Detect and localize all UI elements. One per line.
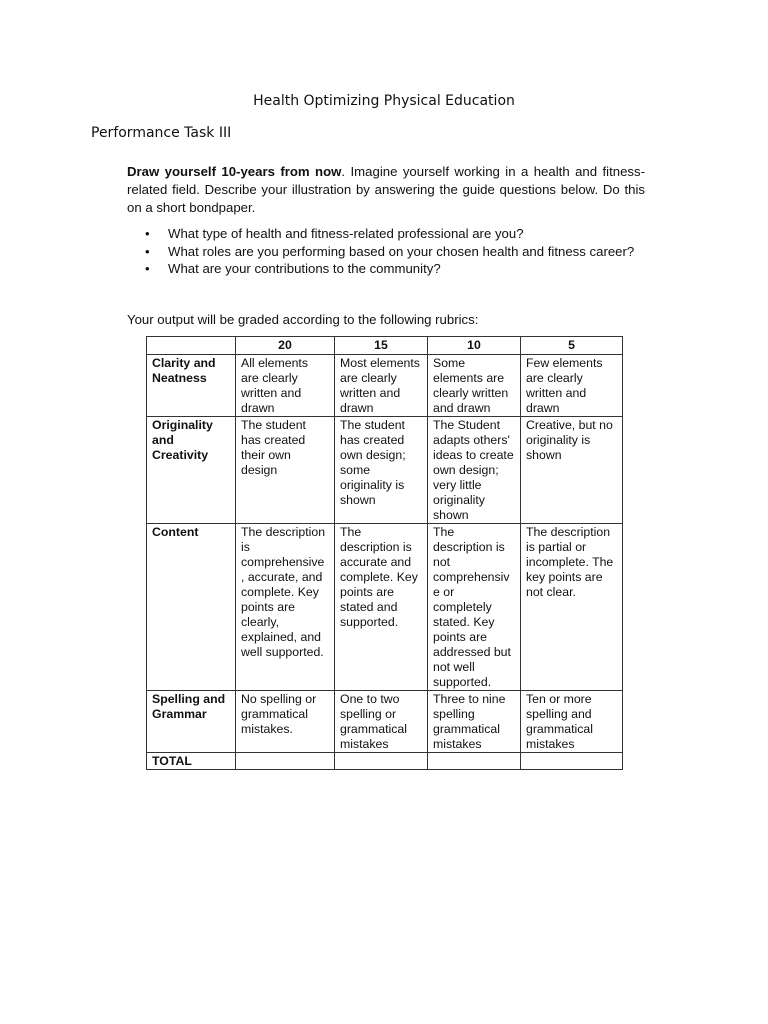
rubric-cell: No spelling or grammatical mistakes. xyxy=(236,691,335,753)
bullet-icon: • xyxy=(145,243,150,259)
rubric-row xyxy=(147,691,623,753)
rubric-header-row xyxy=(147,337,623,355)
rubric-cell: The description is partial or incomplete. The key points are not clear. xyxy=(521,524,623,691)
criterion-label: Originality and Creativity xyxy=(147,417,236,524)
rubric-cell: Few elements are clearly written and drawn xyxy=(521,355,623,417)
rubric-table xyxy=(146,336,623,770)
document-title: Health Optimizing Physical Education xyxy=(253,93,515,109)
guide-question: • What type of health and fitness-related professional are you? xyxy=(145,226,524,241)
header-score: 15 xyxy=(335,337,428,355)
header-score: 10 xyxy=(428,337,521,355)
intro-paragraph xyxy=(127,163,645,217)
document-subtitle: Performance Task III xyxy=(91,125,232,141)
criterion-label: Spelling and Grammar xyxy=(147,691,236,753)
rubric-cell: One to two spelling or grammatical mistakes xyxy=(335,691,428,753)
bullet-icon: • xyxy=(145,261,150,276)
total-label: TOTAL xyxy=(147,753,236,770)
rubric-total-row xyxy=(147,753,623,770)
header-score: 5 xyxy=(521,337,623,355)
bullet-icon: • xyxy=(145,226,150,241)
header-score: 20 xyxy=(236,337,335,355)
rubric-cell: Some elements are clearly written and drawn xyxy=(428,355,521,417)
rubric-cell: The description is accurate and complete. Key points are stated and supported. xyxy=(335,524,428,691)
rubric-cell: The student has created own design; some originality is shown xyxy=(335,417,428,524)
rubric-row xyxy=(147,355,623,417)
header-blank xyxy=(147,337,236,355)
rubric-row xyxy=(147,417,623,524)
rubric-note: Your output will be graded according to the following rubrics: xyxy=(127,312,479,327)
total-cell xyxy=(236,753,335,770)
guide-question: • What are your contributions to the community? xyxy=(145,261,441,276)
rubric-cell: Most elements are clearly written and drawn xyxy=(335,355,428,417)
rubric-cell: The description is comprehensive , accurate, and complete. Key points are clearly, explained, and well supported. xyxy=(236,524,335,691)
intro-lead: Draw yourself 10-years from now xyxy=(127,164,342,179)
rubric-cell: The Student adapts others' ideas to create own design; very little originality shown xyxy=(428,417,521,524)
rubric-cell: All elements are clearly written and drawn xyxy=(236,355,335,417)
criterion-label: Content xyxy=(147,524,236,691)
guide-questions xyxy=(145,226,645,279)
rubric-cell: The description is not comprehensiv e or completely stated. Key points are addressed but not well supported. xyxy=(428,524,521,691)
total-cell xyxy=(335,753,428,770)
rubric-row xyxy=(147,524,623,691)
criterion-label: Clarity and Neatness xyxy=(147,355,236,417)
rubric-cell: Three to nine spelling grammatical mistakes xyxy=(428,691,521,753)
total-cell xyxy=(521,753,623,770)
rubric-cell: Creative, but no originality is shown xyxy=(521,417,623,524)
rubric-cell: The student has created their own design xyxy=(236,417,335,524)
total-cell xyxy=(428,753,521,770)
intro-rest: . Imagine yourself working in a health and fitness-related field. Describe your illustration by answering the guide questions below. Do this on a short bondpaper. xyxy=(127,164,645,215)
rubric-cell: Ten or more spelling and grammatical mistakes xyxy=(521,691,623,753)
guide-question: • What roles are you performing based on your chosen health and fitness career? xyxy=(145,243,635,259)
